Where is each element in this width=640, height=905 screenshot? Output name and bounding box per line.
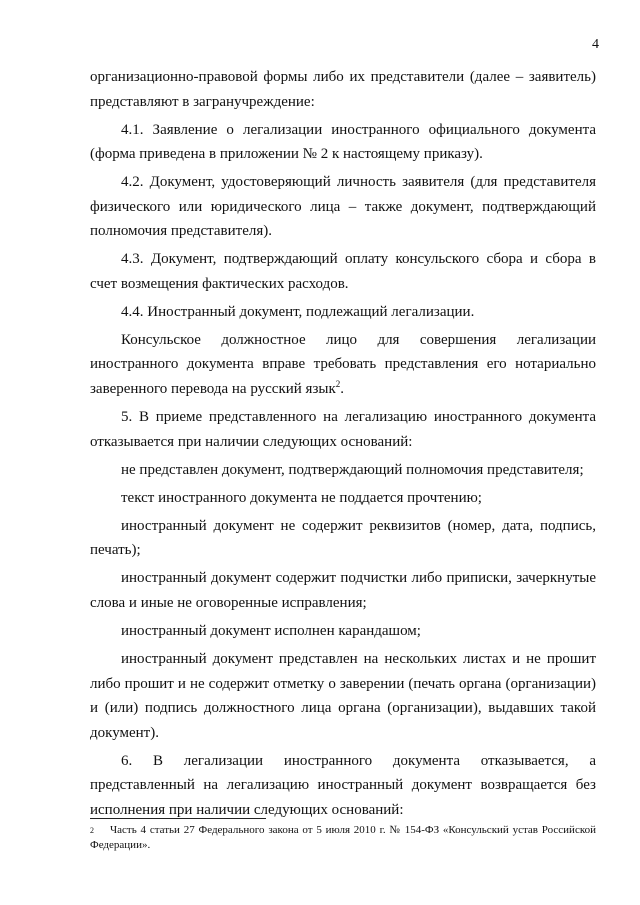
paragraph-5: 5. В приеме представленного на легализацию иностранного документа отказывается при наличии следующих оснований: [90,409,596,450]
paragraph-4-3: 4.3. Документ, подтверждающий оплату консульского сбора и сбора в счет возмещения фактических расходов. [90,251,596,292]
footnote-mark: 2 [90,826,94,835]
list-item-no-details: иностранный документ не содержит реквизитов (номер, дата, подпись, печать); [90,517,596,559]
footnote-reference-suffix: . [340,380,344,397]
footnote [90,823,596,853]
paragraph-6: 6. В легализации иностранного документа отказывается, а представленный на легализацию иностранный документ возвращается без исполнения при наличии следующих оснований: [90,752,596,818]
list-item-no-authority: не представлен документ, подтверждающий полномочия представителя; [121,461,584,478]
footnote-reference: 2 [335,378,341,389]
footnote-divider [90,818,266,819]
paragraph-intro: организационно-правовой формы либо их представители (далее – заявитель) представляют в загранучреждение: [90,69,596,110]
page-number: 4 [592,37,599,52]
paragraph-translation-text: Консульское должностное лицо для совершения легализации иностранного документа вправе требовать представления его нотариально заверенного перевода на русский язык [90,331,596,397]
list-item-not-bound: иностранный документ представлен на нескольких листах и не прошит либо прошит и не содержит отметку о заверении (печать органа (организации) и (или) подпись должностного лица органа (организации), выдавших такой документ). [90,651,596,741]
footnote-text: Часть 4 статьи 27 Федерального закона от 5 июля 2010 г. № 154-ФЗ «Консульский устав Российской Федерации». [90,824,596,851]
paragraph-4-1: 4.1. Заявление о легализации иностранного официального документа (форма приведена в приложении № 2 к настоящему приказу). [90,121,596,163]
paragraph-4-4: 4.4. Иностранный документ, подлежащий легализации. [121,303,475,320]
paragraph-translation [90,328,596,402]
list-item-erasures: иностранный документ содержит подчистки либо приписки, зачеркнутые слова и иные не оговоренные исправления; [90,570,596,611]
document-body [90,65,596,826]
paragraph-4-2: 4.2. Документ, удостоверяющий личность заявителя (для представителя физического или юридического лица – также документ, подтверждающий полномочия представителя). [90,174,596,240]
list-item-unreadable: текст иностранного документа не поддается прочтению; [121,489,482,506]
list-item-pencil: иностранный документ исполнен карандашом; [121,623,421,640]
